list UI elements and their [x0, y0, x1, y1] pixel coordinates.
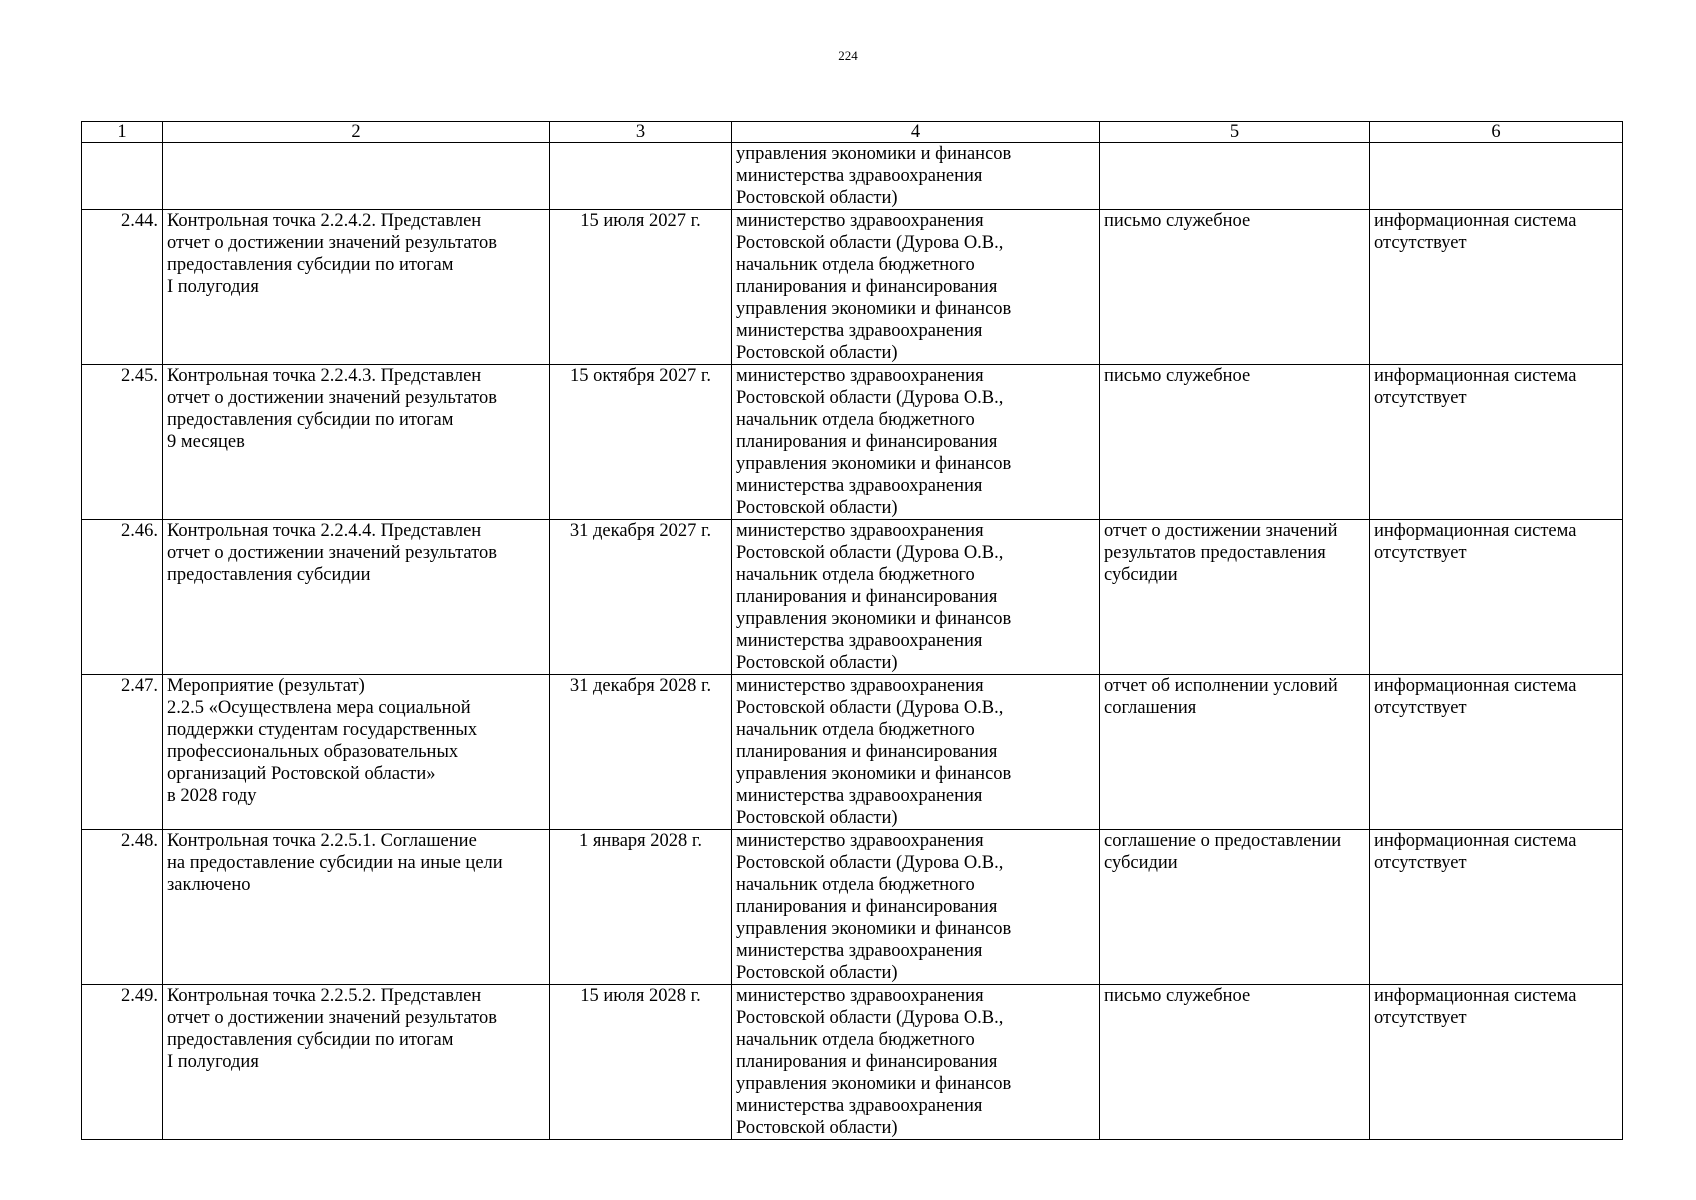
- column-header: 6: [1370, 122, 1623, 143]
- table-row: [82, 143, 1623, 210]
- row-document: письмо служебное: [1100, 365, 1370, 520]
- row-date: 31 декабря 2028 г.: [550, 675, 732, 830]
- row-number: 2.48.: [82, 830, 163, 985]
- row-number: 2.49.: [82, 985, 163, 1140]
- row-number: 2.44.: [82, 210, 163, 365]
- column-header: 1: [82, 122, 163, 143]
- row-name: Контрольная точка 2.2.5.2. Представлен отчет о достижении значений результатов предоставления субсидии по итогам I полугодия: [163, 985, 550, 1140]
- row-info-system: информационная система отсутствует: [1370, 675, 1623, 830]
- table-row: [82, 830, 1623, 985]
- table-row: [82, 520, 1623, 675]
- row-name: Контрольная точка 2.2.4.2. Представлен отчет о достижении значений результатов предоставления субсидии по итогам I полугодия: [163, 210, 550, 365]
- column-header: 3: [550, 122, 732, 143]
- row-responsible: министерство здравоохранения Ростовской области (Дурова О.В., начальник отдела бюджетного планирования и финансирования управления экономики и финансов министерства здравоохранения Ростовской области): [732, 365, 1100, 520]
- row-number: 2.46.: [82, 520, 163, 675]
- row-name: Контрольная точка 2.2.4.4. Представлен отчет о достижении значений результатов предоставления субсидии: [163, 520, 550, 675]
- row-responsible: министерство здравоохранения Ростовской области (Дурова О.В., начальник отдела бюджетного планирования и финансирования управления экономики и финансов министерства здравоохранения Ростовской области): [732, 210, 1100, 365]
- row-date: 15 июля 2028 г.: [550, 985, 732, 1140]
- row-info-system: [1370, 143, 1623, 210]
- row-name: Контрольная точка 2.2.4.3. Представлен отчет о достижении значений результатов предоставления субсидии по итогам 9 месяцев: [163, 365, 550, 520]
- row-date: [550, 143, 732, 210]
- row-responsible: министерство здравоохранения Ростовской области (Дурова О.В., начальник отдела бюджетного планирования и финансирования управления экономики и финансов министерства здравоохранения Ростовской области): [732, 675, 1100, 830]
- row-document: письмо служебное: [1100, 985, 1370, 1140]
- page-number: 224: [838, 48, 858, 63]
- row-name: Мероприятие (результат) 2.2.5 «Осуществлена мера социальной поддержки студентам государственных профессиональных образовательных организаций Ростовской области» в 2028 году: [163, 675, 550, 830]
- table-row: [82, 365, 1623, 520]
- row-document: письмо служебное: [1100, 210, 1370, 365]
- column-header: 2: [163, 122, 550, 143]
- row-document: отчет о достижении значений результатов предоставления субсидии: [1100, 520, 1370, 675]
- row-date: 15 октября 2027 г.: [550, 365, 732, 520]
- row-document: отчет об исполнении условий соглашения: [1100, 675, 1370, 830]
- control-points-table: [81, 121, 1623, 1140]
- row-info-system: информационная система отсутствует: [1370, 520, 1623, 675]
- table-header-row: [82, 122, 1623, 143]
- row-name: Контрольная точка 2.2.5.1. Соглашение на предоставление субсидии на иные цели заключено: [163, 830, 550, 985]
- column-header: 4: [732, 122, 1100, 143]
- row-responsible: министерство здравоохранения Ростовской области (Дурова О.В., начальник отдела бюджетного планирования и финансирования управления экономики и финансов министерства здравоохранения Ростовской области): [732, 520, 1100, 675]
- row-number: 2.45.: [82, 365, 163, 520]
- row-date: 15 июля 2027 г.: [550, 210, 732, 365]
- row-name: [163, 143, 550, 210]
- table-row: [82, 675, 1623, 830]
- row-info-system: информационная система отсутствует: [1370, 365, 1623, 520]
- row-document: [1100, 143, 1370, 210]
- row-document: соглашение о предоставлении субсидии: [1100, 830, 1370, 985]
- row-info-system: информационная система отсутствует: [1370, 830, 1623, 985]
- row-info-system: информационная система отсутствует: [1370, 985, 1623, 1140]
- row-number: [82, 143, 163, 210]
- row-date: 31 декабря 2027 г.: [550, 520, 732, 675]
- row-responsible: министерство здравоохранения Ростовской области (Дурова О.В., начальник отдела бюджетного планирования и финансирования управления экономики и финансов министерства здравоохранения Ростовской области): [732, 830, 1100, 985]
- table-row: [82, 210, 1623, 365]
- row-responsible: министерство здравоохранения Ростовской области (Дурова О.В., начальник отдела бюджетного планирования и финансирования управления экономики и финансов министерства здравоохранения Ростовской области): [732, 985, 1100, 1140]
- row-responsible: управления экономики и финансов министерства здравоохранения Ростовской области): [732, 143, 1100, 210]
- row-info-system: информационная система отсутствует: [1370, 210, 1623, 365]
- column-header: 5: [1100, 122, 1370, 143]
- row-date: 1 января 2028 г.: [550, 830, 732, 985]
- row-number: 2.47.: [82, 675, 163, 830]
- table-row: [82, 985, 1623, 1140]
